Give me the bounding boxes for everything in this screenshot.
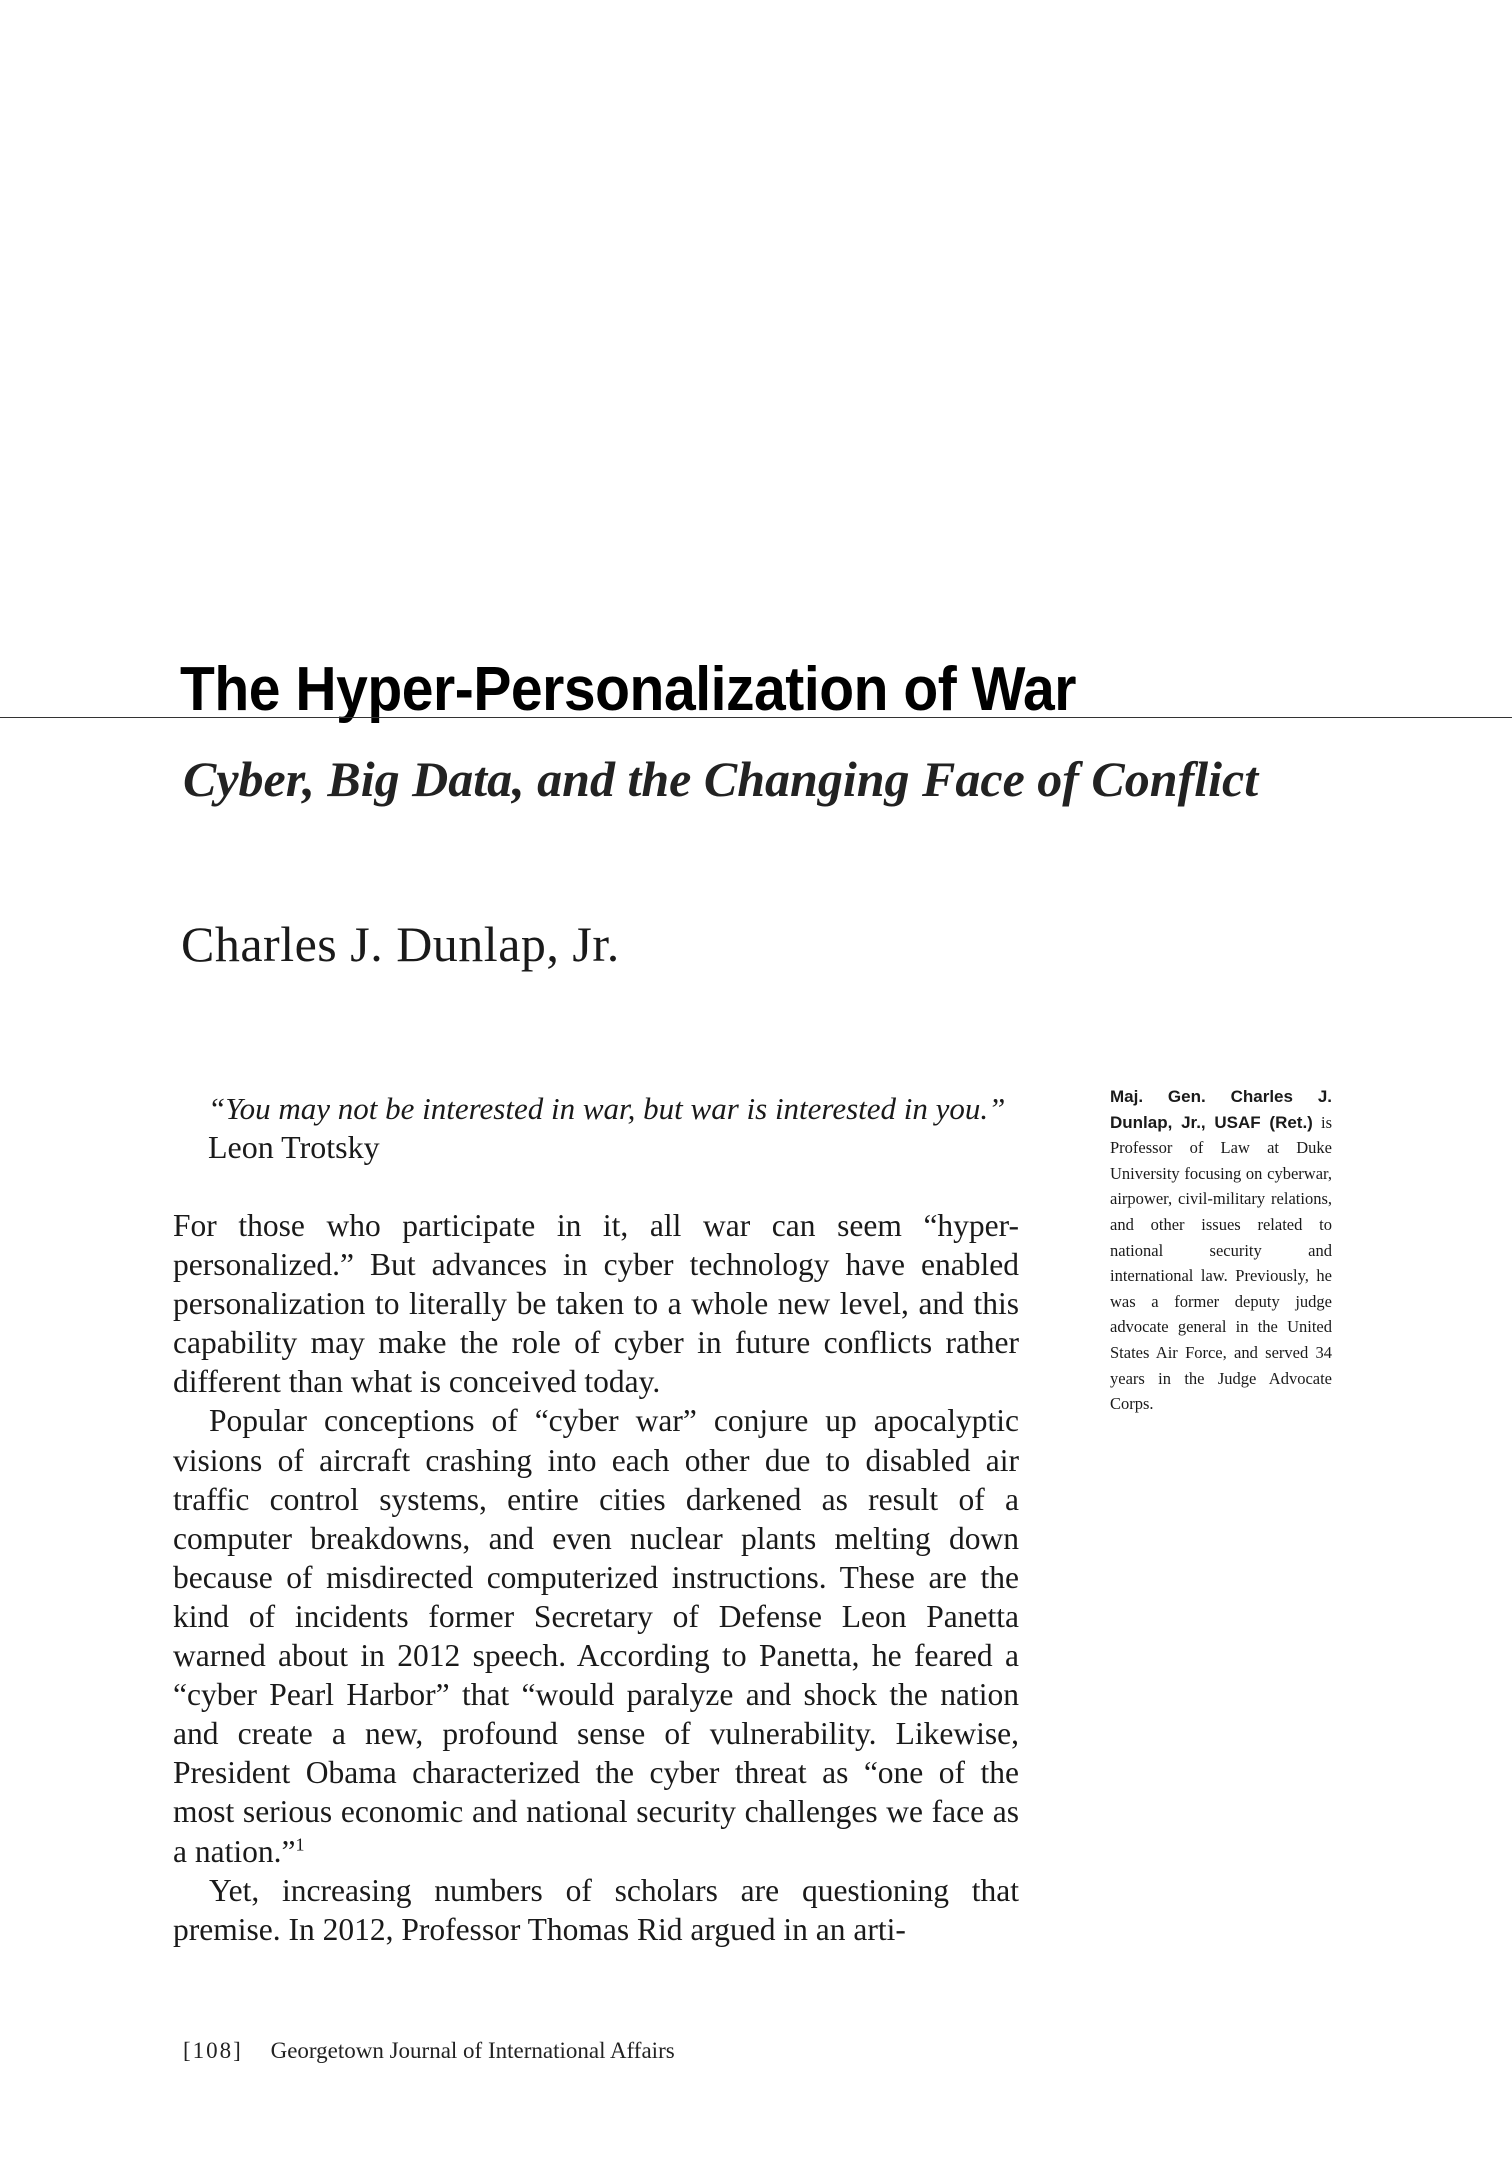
title-rule xyxy=(0,717,1512,718)
author-name: Charles J. Dunlap, Jr. xyxy=(181,916,620,972)
page-footer xyxy=(183,2036,675,2066)
body-paragraph-2 xyxy=(173,1401,1019,1870)
epigraph-quote: “You may not be interested in war, but war is interested in you.” xyxy=(208,1091,1006,1126)
body-paragraph-3: Yet, increasing numbers of scholars are questioning that premise. In 2012, Professor Thomas Rid argued in an arti- xyxy=(173,1872,1019,1947)
article-title: The Hyper-Personalization of War xyxy=(180,655,1076,724)
author-bio xyxy=(1110,1084,1332,1417)
article-subtitle: Cyber, Big Data, and the Changing Face of Conflict xyxy=(183,751,1259,807)
journal-name: Georgetown Journal of International Affairs xyxy=(270,2038,675,2063)
epigraph xyxy=(208,1090,1028,1166)
page-number: [108] xyxy=(183,2038,243,2063)
bio-name: Maj. Gen. Charles J. Dunlap, Jr., USAF (Ret.) xyxy=(1110,1087,1332,1132)
footnote-marker[interactable]: 1 xyxy=(295,1834,305,1854)
body-paragraph-1: For those who participate in it, all war can seem “hyper-personalized.” But advances in cyber technology have enabled personalization to literally be taken to a whole new level, and this capability may make the role of cyber in future conflicts rather different than what is conceived today. xyxy=(173,1208,1019,1400)
epigraph-attribution: Leon Trotsky xyxy=(208,1129,380,1165)
article-body xyxy=(173,1206,1019,1949)
bio-text: is Professor of Law at Duke University focusing on cyberwar, airpower, civil-military relations, and other issues related to national security and international law. Previously, he was a former deputy judge advocate general in the United States Air Force, and served 34 years in the Judge Advocate Corps. xyxy=(1110,1112,1332,1414)
body-paragraph-2-text: Popular conceptions of “cyber war” conjure up apocalyptic visions of aircraft crashing into each other due to disabled air traffic control systems, entire cities darkened as result of a computer breakdowns, and even nuclear plants melting down because of misdirected computerized instructions. These are the kind of incidents former Secretary of Defense Leon Panetta warned about in 2012 speech. According to Panetta, he feared a “cyber Pearl Harbor” that “would paralyze and shock the nation and create a new, profound sense of vulnerability. Likewise, President Obama characterized the cyber threat as “one of the most serious economic and national security challenges we face as a nation.” xyxy=(173,1403,1019,1869)
